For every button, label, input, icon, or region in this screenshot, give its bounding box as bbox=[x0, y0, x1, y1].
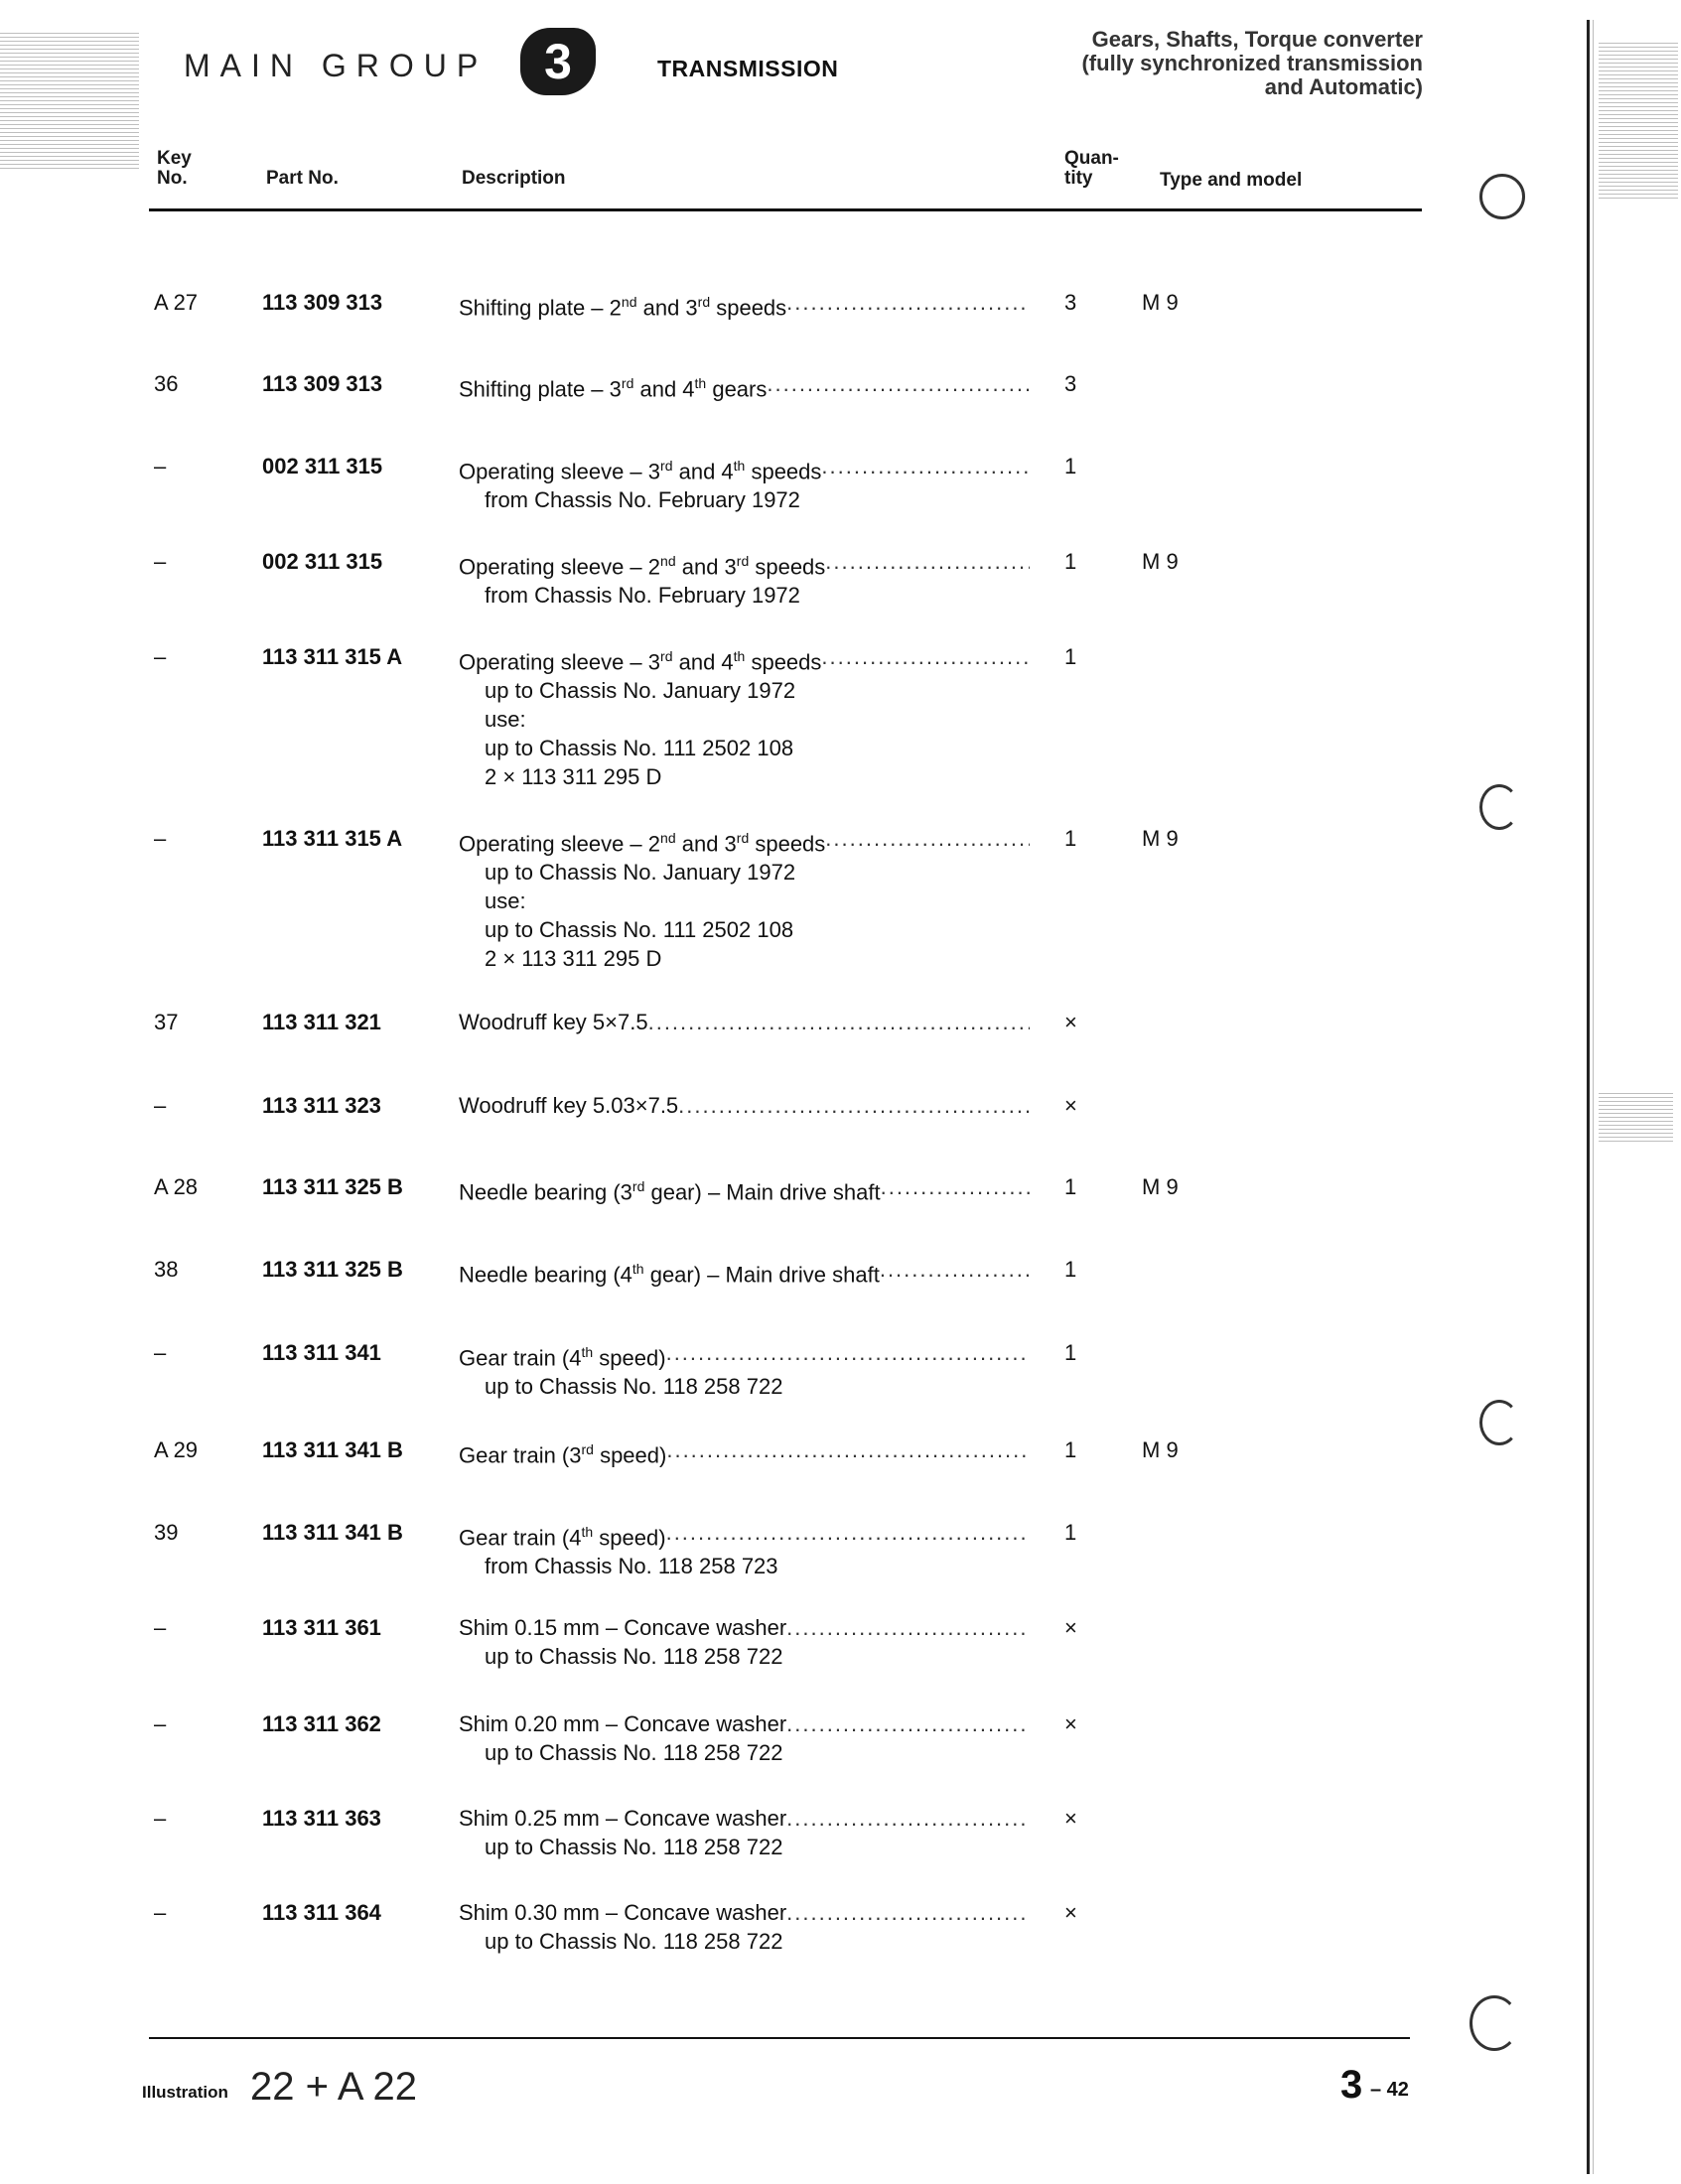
part-description bbox=[459, 1804, 1030, 1861]
subtitle-line: (fully synchronized transmission bbox=[1081, 51, 1423, 75]
part-description bbox=[459, 1338, 1030, 1401]
quantity: 1 bbox=[1064, 1520, 1077, 1545]
quantity: × bbox=[1064, 1711, 1077, 1736]
quantity: 1 bbox=[1064, 644, 1077, 669]
quantity: × bbox=[1064, 1806, 1077, 1831]
description-text: Woodruff key 5.03×7.5 bbox=[459, 1093, 679, 1118]
description-text: Gear train (4th speed) bbox=[459, 1344, 666, 1371]
quantity: 1 bbox=[1064, 1257, 1077, 1282]
key-number: 39 bbox=[154, 1520, 179, 1545]
part-number: 113 311 364 bbox=[262, 1900, 381, 1925]
part-description bbox=[459, 547, 1030, 610]
part-number: 113 309 313 bbox=[262, 290, 383, 315]
description-text: Shim 0.20 mm – Concave washer bbox=[459, 1711, 787, 1736]
part-description bbox=[459, 452, 1030, 514]
dot-leader bbox=[786, 288, 1030, 322]
column-header-part-no: Part No. bbox=[266, 168, 339, 189]
quantity: × bbox=[1064, 1615, 1077, 1640]
section-title: TRANSMISSION bbox=[657, 56, 839, 81]
main-group-label: MAIN GROUP bbox=[184, 48, 489, 83]
key-number: A 29 bbox=[154, 1437, 199, 1462]
dot-leader bbox=[666, 1338, 1030, 1372]
column-header-key-no: Key No. bbox=[157, 148, 192, 189]
description-text: Operating sleeve – 2nd and 3rd speeds bbox=[459, 830, 826, 857]
quantity: × bbox=[1064, 1010, 1077, 1034]
page-number-suffix: – 42 bbox=[1370, 2079, 1409, 2101]
part-description bbox=[459, 1091, 1030, 1120]
quantity: × bbox=[1064, 1093, 1077, 1118]
description-text: Needle bearing (4th gear) – Main drive shaft bbox=[459, 1261, 880, 1288]
dot-leader bbox=[666, 1518, 1030, 1552]
part-description bbox=[459, 1435, 1030, 1469]
description-text: Operating sleeve – 3rd and 4th speeds bbox=[459, 458, 822, 484]
description-note: up to Chassis No. 118 258 722 bbox=[485, 1740, 783, 1765]
part-number: 113 311 341 bbox=[262, 1340, 381, 1365]
dot-leader bbox=[666, 1435, 1030, 1469]
part-number: 113 311 341 B bbox=[262, 1437, 403, 1462]
quantity: 1 bbox=[1064, 549, 1077, 574]
description-note: up to Chassis No. 118 258 722 bbox=[485, 1374, 783, 1400]
part-number: 113 309 313 bbox=[262, 371, 383, 396]
header-rule bbox=[149, 208, 1422, 211]
key-number: – bbox=[154, 1093, 167, 1118]
description-text: Shifting plate – 2nd and 3rd speeds bbox=[459, 294, 787, 321]
quantity: 1 bbox=[1064, 1437, 1077, 1462]
key-number: – bbox=[154, 1900, 167, 1925]
binder-edge-shadow bbox=[1593, 20, 1594, 2174]
dot-leader bbox=[786, 1804, 1030, 1833]
scan-noise bbox=[1599, 40, 1678, 199]
dot-leader bbox=[786, 1709, 1030, 1738]
description-note: from Chassis No. 118 258 723 bbox=[485, 1554, 778, 1579]
description-text: Needle bearing (3rd gear) – Main drive shaft bbox=[459, 1178, 881, 1205]
description-text: Shifting plate – 3rd and 4th gears bbox=[459, 375, 768, 402]
description-note: up to Chassis No. 118 258 722 bbox=[485, 1644, 783, 1669]
dot-leader bbox=[825, 824, 1030, 858]
footer-rule bbox=[149, 2037, 1410, 2039]
part-description bbox=[459, 1518, 1030, 1580]
description-note: up to Chassis No. 118 258 722 bbox=[485, 1835, 783, 1859]
quantity: 1 bbox=[1064, 454, 1077, 478]
part-number: 113 311 361 bbox=[262, 1615, 381, 1640]
key-number: – bbox=[154, 1806, 167, 1831]
part-number: 113 311 363 bbox=[262, 1806, 381, 1831]
part-number: 113 311 341 B bbox=[262, 1520, 403, 1545]
type-model: M 9 bbox=[1142, 1174, 1179, 1199]
quantity: 3 bbox=[1064, 371, 1077, 396]
quantity: × bbox=[1064, 1900, 1077, 1925]
description-note: 2 × 113 311 295 D bbox=[485, 946, 662, 972]
part-description bbox=[459, 824, 1030, 973]
description-text: Gear train (3rd speed) bbox=[459, 1441, 667, 1468]
type-model: M 9 bbox=[1142, 1437, 1179, 1462]
key-number: 36 bbox=[154, 371, 179, 396]
punch-hole-icon bbox=[1470, 1995, 1519, 2051]
part-number: 002 311 315 bbox=[262, 454, 383, 478]
dot-leader bbox=[648, 1008, 1030, 1036]
dot-leader bbox=[881, 1172, 1030, 1206]
part-number: 113 311 321 bbox=[262, 1010, 381, 1034]
key-number: – bbox=[154, 644, 167, 669]
dot-leader bbox=[678, 1091, 1030, 1120]
description-note: from Chassis No. February 1972 bbox=[485, 583, 800, 609]
part-number: 113 311 362 bbox=[262, 1711, 381, 1736]
scan-noise bbox=[0, 30, 139, 169]
section-subtitle bbox=[1081, 28, 1423, 99]
description-note: up to Chassis No. January 1972 bbox=[485, 860, 796, 886]
subtitle-line: and Automatic) bbox=[1264, 74, 1423, 99]
part-description bbox=[459, 1255, 1030, 1289]
description-text: Woodruff key 5×7.5 bbox=[459, 1010, 648, 1034]
part-description bbox=[459, 369, 1030, 403]
dot-leader bbox=[821, 452, 1030, 485]
subtitle-line: Gears, Shafts, Torque converter bbox=[1091, 27, 1423, 52]
part-description bbox=[459, 1898, 1030, 1956]
key-number: – bbox=[154, 454, 167, 478]
punch-hole-icon bbox=[1479, 1400, 1519, 1445]
dot-leader bbox=[786, 1898, 1030, 1927]
column-header-type-model: Type and model bbox=[1160, 170, 1303, 191]
description-text: Shim 0.25 mm – Concave washer bbox=[459, 1806, 787, 1831]
part-number: 113 311 325 B bbox=[262, 1174, 403, 1199]
part-number: 113 311 325 B bbox=[262, 1257, 403, 1282]
description-note: up to Chassis No. 111 2502 108 bbox=[485, 917, 794, 943]
dot-leader bbox=[825, 547, 1030, 581]
dot-leader bbox=[786, 1613, 1030, 1642]
description-text: Gear train (4th speed) bbox=[459, 1524, 666, 1551]
description-note: up to Chassis No. 118 258 722 bbox=[485, 1929, 783, 1954]
part-number: 113 311 315 A bbox=[262, 644, 403, 669]
type-model: M 9 bbox=[1142, 290, 1179, 315]
key-number: 38 bbox=[154, 1257, 179, 1282]
part-description bbox=[459, 1613, 1030, 1671]
key-number: A 28 bbox=[154, 1174, 199, 1199]
key-number: – bbox=[154, 1340, 167, 1365]
key-number: – bbox=[154, 1711, 167, 1736]
quantity: 1 bbox=[1064, 1174, 1077, 1199]
description-text: Shim 0.30 mm – Concave washer bbox=[459, 1900, 787, 1925]
description-note: up to Chassis No. 111 2502 108 bbox=[485, 736, 794, 761]
part-number: 113 311 323 bbox=[262, 1093, 381, 1118]
punch-hole-icon bbox=[1479, 174, 1525, 219]
binder-edge bbox=[1587, 20, 1590, 2174]
key-number: A 27 bbox=[154, 290, 199, 315]
key-number: – bbox=[154, 549, 167, 574]
part-description bbox=[459, 1709, 1030, 1767]
description-note: use: bbox=[485, 707, 526, 733]
group-number-badge: 3 bbox=[520, 28, 596, 95]
part-description bbox=[459, 288, 1030, 322]
quantity: 1 bbox=[1064, 1340, 1077, 1365]
illustration-label: Illustration bbox=[142, 2083, 228, 2102]
punch-hole-icon bbox=[1479, 784, 1519, 830]
page-number: 3 bbox=[1340, 2063, 1363, 2107]
type-model: M 9 bbox=[1142, 826, 1179, 851]
quantity: 1 bbox=[1064, 826, 1077, 851]
dot-leader bbox=[767, 369, 1030, 403]
dot-leader bbox=[880, 1255, 1030, 1289]
part-number: 002 311 315 bbox=[262, 549, 383, 574]
description-note: 2 × 113 311 295 D bbox=[485, 764, 662, 790]
description-note: from Chassis No. February 1972 bbox=[485, 487, 800, 513]
column-header-description: Description bbox=[462, 168, 566, 189]
column-header-quantity: Quan- tity bbox=[1064, 148, 1119, 189]
description-note: up to Chassis No. January 1972 bbox=[485, 678, 796, 704]
dot-leader bbox=[821, 642, 1030, 676]
key-number: 37 bbox=[154, 1010, 179, 1034]
description-note: use: bbox=[485, 888, 526, 914]
description-text: Operating sleeve – 2nd and 3rd speeds bbox=[459, 553, 826, 580]
illustration-number: 22 + A 22 bbox=[250, 2065, 417, 2109]
description-text: Shim 0.15 mm – Concave washer bbox=[459, 1615, 787, 1640]
key-number: – bbox=[154, 1615, 167, 1640]
key-number: – bbox=[154, 826, 167, 851]
type-model: M 9 bbox=[1142, 549, 1179, 574]
part-description bbox=[459, 642, 1030, 791]
description-text: Operating sleeve – 3rd and 4th speeds bbox=[459, 648, 822, 675]
part-description bbox=[459, 1172, 1030, 1206]
scan-noise bbox=[1599, 1092, 1673, 1142]
part-number: 113 311 315 A bbox=[262, 826, 403, 851]
quantity: 3 bbox=[1064, 290, 1077, 315]
part-description bbox=[459, 1008, 1030, 1036]
